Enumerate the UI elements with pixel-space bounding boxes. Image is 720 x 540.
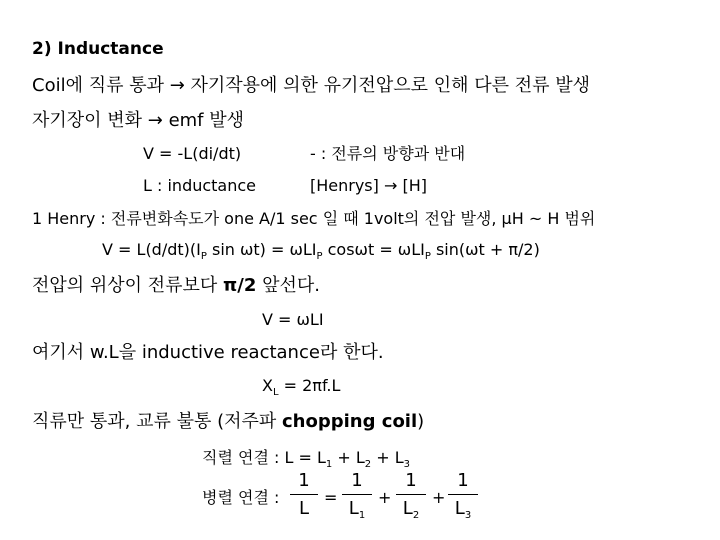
reactance-formula: $X_L = 2\pi f.L$ — [262, 376, 341, 398]
voltage-derivation: $V = L(d/dt)(I_P$ sin ωt) = ωLI$_P$ cosωt = ωLI$_P$ sin(ωt + π/2) — [102, 240, 540, 262]
fraction-l1: 1 $L_1$ — [342, 472, 372, 518]
section-heading: 2) Inductance — [32, 39, 164, 59]
plus-sign-2: + — [432, 488, 446, 507]
reactance-statement: 여기서 w.L을 inductive reactance라 한다. — [32, 342, 384, 363]
plus-sign-1: + — [378, 488, 392, 507]
fraction-l2: 1 $L_2$ — [396, 472, 426, 518]
inductance-label: L : inductance — [143, 176, 257, 195]
fraction-l3: 1 $L_3$ — [448, 472, 478, 518]
parallel-label: 병렬 연결 : — [202, 488, 280, 507]
henry-definition: 1 Henry : 전류변화속도가 one A/1 sec 일 때 1volt의 전압 발생, μH ~ H 범위 — [32, 209, 596, 228]
series-connection: 직렬 연결 : $L = L_1 + L_2 + L_3$ — [202, 448, 411, 470]
inductance-unit: [Henrys] → [H] — [310, 176, 427, 195]
dc-ac-statement: 직류만 통과, 교류 불통 (저주파 chopping coil) — [32, 411, 425, 432]
coil-description: Coil에 직류 통과 → 자기작용에 의한 유기전압으로 인해 다른 전류 발생 — [32, 75, 590, 96]
v-equals-wli: V = ωLI — [262, 310, 324, 329]
voltage-formula: V = -L(di/dt) — [143, 144, 242, 163]
equals-sign: = — [324, 488, 338, 507]
emf-description: 자기장이 변화 → emf 발생 — [32, 110, 245, 131]
fraction-total: 1 L — [290, 472, 318, 518]
phase-statement: 전압의 위상이 전류보다 π/2 앞선다. — [32, 275, 320, 296]
voltage-sign-note: - : 전류의 방향과 반대 — [310, 144, 466, 163]
